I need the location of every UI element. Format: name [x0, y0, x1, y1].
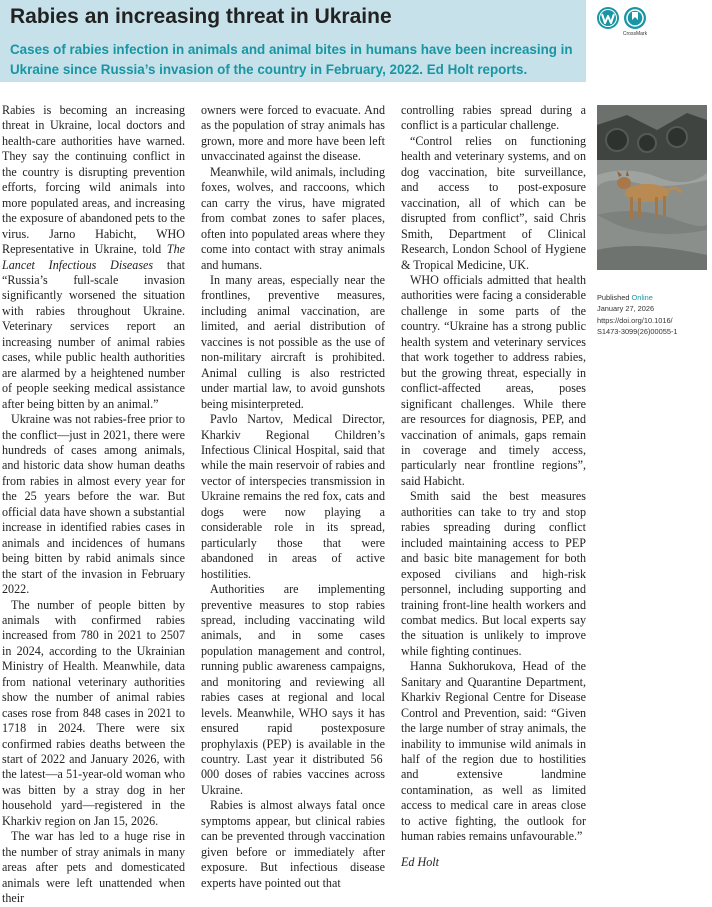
- paragraph: owners were forced to evacuate. And as the population of stray animals has grown, more and more have been left unvaccinated against the disease.: [201, 103, 385, 164]
- paragraph: Meanwhile, wild animals, including foxes, wolves, and raccoons, which can carry the virus, have migrated from combat zones to safer places, often into populated areas where they come into contact with stray animals and humans.: [201, 164, 385, 272]
- paragraph: The number of people bitten by animals with confirmed rabies increased from 780 in 2021 to 2507 in 2024, according to the Ukrainian Ministry of Health. Meanwhile, data from national veterinary authorities show the number of animal rabies cases rose from 848 cases in 2021 to 1718 in 2024. There were six confirmed rabies deaths between the start of 2022 and January 2026, with the latest—a 51-year-old woman who was bitten by a stray dog in her household yard—registered in the Kharkiv region on Jan 15, 2026.: [2, 597, 185, 828]
- publication-info: [597, 292, 678, 337]
- paragraph: “Control relies on functioning health and veterinary systems, and on dog vaccination, bite surveillance, and access to post-exposure vaccination, all of which can be disrupted from conflict”, said Chris Smith, Department of Clinical Research, London School of Hygiene & Tropical Medicine, UK.: [401, 133, 586, 272]
- column-1: [2, 103, 185, 907]
- paragraph: Pavlo Nartov, Medical Director, Kharkiv Regional Children’s Infectious Clinical Hospital, said that while the main reservoir of rabies and vector of interspecies transmission in Ukraine remains the red fox, cats and dogs were now playing a considerable role in its spread, particularly those that were abandoned in areas of active hostilities.: [201, 412, 385, 581]
- byline: Ed Holt: [401, 854, 439, 869]
- doi-link-cont[interactable]: S1473-3099(26)00055-1: [597, 326, 678, 336]
- article-photo: [597, 105, 707, 270]
- doi-link[interactable]: https://doi.org/10.1016/: [597, 315, 673, 325]
- paragraph: WHO officials admitted that health authorities were facing a considerable challenge in some parts of the country. “Ukraine has a strong public health system and veterinary services that work together to address rabies, but the growing threat, especially in conflict-affected areas, poses significant challenges. While there are resources for diagnosis, PEP, and vaccination of animals, gaps remain in coverage and timely access, particularly near frontline regions”, said Habicht.: [401, 272, 586, 488]
- article-header: [0, 0, 586, 82]
- column-2: [201, 103, 385, 891]
- journal-name: The Lancet Infectious Diseases: [2, 242, 185, 272]
- paragraph: Rabies is becoming an increasing threat in Ukraine, local doctors and health-care authorities have warned. They say the continuing conflict in the country is disrupting prevention efforts, forcing wild animals into more populated areas, and increasing the exposure of abandoned pets to the virus. Jarno Habicht, WHO Representative in Ukraine, told The Lancet Infectious Diseases that “Russia’s full-scale invasion significantly worsened the situation with rabies throughout Ukraine. Veterinary services report an increasing number of animal rabies cases, while public health authorities are alarmed by a heightened number of people seeking medical assistance after being bitten by an animal.”: [2, 103, 185, 411]
- crossmark-label: CrossMark: [622, 31, 648, 37]
- paragraph: In many areas, especially near the frontlines, preventive measures, including animal vaccination, are limited, and aerial distribution of vaccines is not possible as the use of non-military aircraft is prohibited. Animal culling is also restricted under martial law, to avoid gunshots being misinterpreted.: [201, 272, 385, 411]
- article-title: Rabies an increasing threat in Ukraine: [10, 5, 392, 28]
- published-online: Published Online: [597, 293, 653, 302]
- paragraph: Rabies is almost always fatal once symptoms appear, but clinical rabies can be prevented through vaccination given before or immediately after exposure. But infectious disease experts have pointed out that: [201, 798, 385, 890]
- paragraph: Hanna Sukhorukova, Head of the Sanitary and Quarantine Department, Kharkiv Regional Centre for Disease Control and Prevention, said: “Given the large number of stray animals, the inability to immunise wild animals in half of the region due to hostilities and extensive landmine contamination, as well as limited access to medical care in areas close to active fighting, the outlook for human rabies remains unfavourable.”: [401, 659, 586, 844]
- publication-date: January 27, 2026: [597, 304, 655, 314]
- paragraph: Smith said the best measures authorities can take to try and stop rabies spreading during conflict included maintaining access to PEP and basic bite management for both exposed civilians and high-risk personnel, including supporting and training front-line health workers and combat medics. But local experts say the situation is unlikely to improve while fighting continues.: [401, 489, 586, 658]
- column-3: [401, 103, 586, 870]
- paragraph: controlling rabies spread during a conflict is a particular challenge.: [401, 103, 586, 133]
- paragraph: The war has led to a huge rise in the number of stray animals in many areas after pets and domesticated animals were left unattended when their: [2, 829, 185, 906]
- crossmark-icon[interactable]: [623, 6, 647, 30]
- editors-choice-w-icon: [596, 6, 620, 30]
- paragraph: Ukraine was not rabies-free prior to the conflict—just in 2021, there were hundreds of cases among animals, and historic data show human deaths from rabies in almost every year for the 25 years before the war. But official data have shown a substantial increase in identified rabies cases in animals and incidences of humans being bitten by rabid animals since the start of the invasion in February 2022.: [2, 412, 185, 597]
- paragraph: Authorities are implementing preventive measures to stop rabies spread, including vaccinating wild animals, and in some cases population management and control, running public awareness campaigns, and monitoring and reviewing all rabies cases at regional and local levels. Meanwhile, WHO says it has ensured rapid postexposure prophylaxis (PEP) is available in the country. Last year it distributed 56 000 doses of rabies vaccines across Ukraine.: [201, 582, 385, 797]
- article-standfirst: Cases of rabies infection in animals and animal bites in humans have been increasing in Ukraine since Russia’s invasion of the country in February, 2022. Ed Holt reports.: [10, 42, 573, 77]
